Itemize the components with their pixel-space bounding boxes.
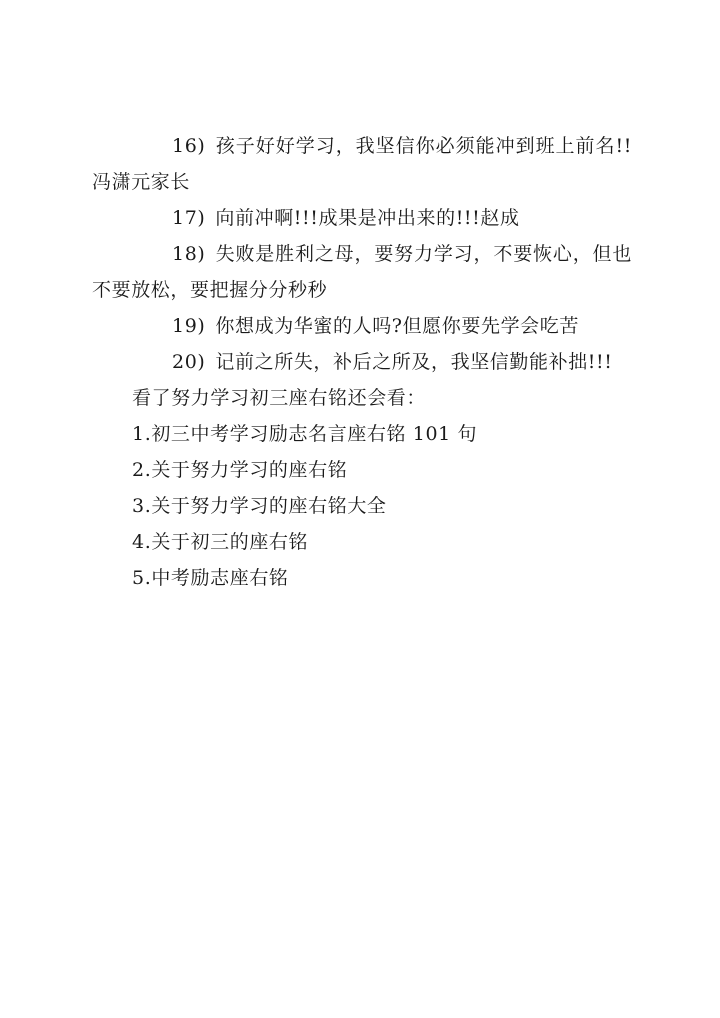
item-text: 孩子好好学习，我坚信你必须能冲到班上前名!!冯潇元家长: [92, 135, 632, 193]
item-number: 17): [172, 207, 206, 229]
item-text: 向前冲啊!!!成果是冲出来的!!!赵成: [215, 207, 520, 229]
item-number: 20): [172, 351, 206, 373]
motto-item-18: [92, 236, 632, 308]
motto-item-16: [92, 128, 632, 200]
item-number: 16): [172, 135, 206, 157]
motto-item-17: [92, 200, 632, 236]
item-text: 你想成为华蜜的人吗?但愿你要先学会吃苦: [215, 315, 579, 337]
motto-item-19: [92, 308, 632, 344]
item-text: 记前之所失，补后之所及，我坚信勤能补拙!!!: [215, 351, 613, 373]
motto-item-20: [92, 344, 632, 380]
document-body: [92, 128, 632, 596]
related-link-5[interactable]: 5.中考励志座右铭: [132, 567, 289, 589]
item-number: 18): [172, 243, 206, 265]
item-text: 失败是胜利之母，要努力学习，不要恢心，但也不要放松，要把握分分秒秒: [92, 243, 632, 301]
related-link-3[interactable]: 3.关于努力学习的座右铭大全: [132, 495, 387, 517]
related-articles-title: 看了努力学习初三座右铭还会看：: [132, 387, 427, 409]
related-link-2[interactable]: 2.关于努力学习的座右铭: [132, 459, 348, 481]
related-link-1[interactable]: 1.初三中考学习励志名言座右铭 101 句: [132, 423, 478, 445]
related-link-4[interactable]: 4.关于初三的座右铭: [132, 531, 309, 553]
item-number: 19): [172, 315, 206, 337]
